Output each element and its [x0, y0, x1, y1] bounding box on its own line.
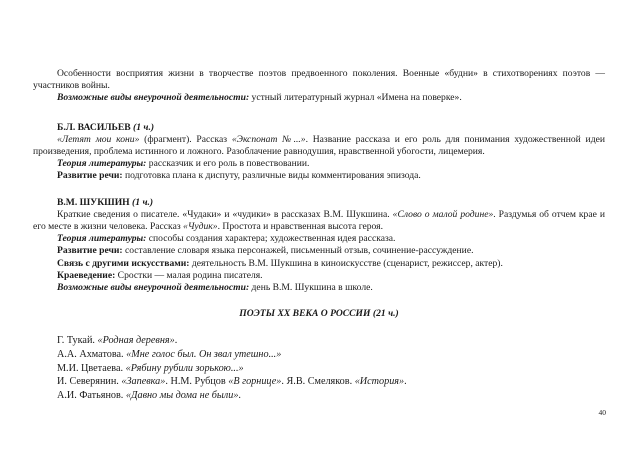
vasiliev-story-title: «Экспонат №...» [231, 133, 306, 145]
vasiliev-work-title: «Летят мои кони» [57, 133, 140, 145]
poem-title: «История» [354, 376, 405, 388]
punctuation: . [238, 389, 241, 401]
vasiliev-desc: . Название рассказа и его роль для понимания художественной идеи произведения, проблема истинного и ложного. Разоблачение равнодушия, нравственной убогости, лицемерия. [33, 133, 605, 158]
poet-line-akhmatova [33, 348, 605, 362]
intro-extra-label: Возможные виды внеурочной деятельности: [57, 92, 250, 104]
poet-line-severyanin [33, 375, 605, 389]
shukshin-speech-text: составление словаря языка персонажей, письменный отзыв, сочинение-рассуждение. [122, 245, 474, 257]
shukshin-theory-text: способы создания характера; художественная идея рассказа. [146, 233, 396, 245]
poet-name: . Н.М. Рубцов [165, 376, 229, 388]
poet-name: М.И. Цветаева. [57, 362, 126, 374]
poet-line-fatyanov [33, 389, 605, 403]
poem-title: «Давно мы дома не были» [125, 389, 239, 401]
shukshin-hours: (1 ч.) [129, 196, 154, 208]
intro-extra-text: устный литературный журнал «Имена на поверке». [249, 92, 462, 104]
poet-name: А.И. Фатьянов. [57, 389, 126, 401]
shukshin-title-2: «Чудик» [183, 221, 218, 233]
punctuation: . [404, 376, 407, 388]
punctuation: . [174, 335, 178, 347]
page-number: 40 [598, 408, 606, 417]
shukshin-speech [33, 245, 605, 257]
poet-name: Г. Тукай. [57, 335, 98, 347]
shukshin-arts [33, 258, 605, 270]
vasiliev-theory-label: Теория литературы: [57, 158, 147, 170]
intro-text: Особенности восприятия жизни в творчестве поэтов предвоенного поколения. Военные «будни» в стихотворениях поэтов — участников войны. [33, 68, 605, 92]
shukshin-extra-label: Возможные виды внеурочной деятельности: [57, 282, 250, 294]
poem-title: «Рябину рубили зорькою...» [125, 362, 244, 374]
shukshin-desc-2: . Раздумья об отчем крае и его месте в жизни человека. Рассказ [33, 208, 605, 233]
shukshin-local-text: Сростки — малая родина писателя. [115, 269, 263, 281]
vasiliev-heading [33, 122, 605, 134]
shukshin-arts-label: Связь с другими искусствами: [57, 257, 190, 269]
poem-title: «Запевка» [121, 376, 166, 388]
document-page [33, 68, 605, 402]
poet-name: А.А. Ахматова. [57, 349, 127, 361]
shukshin-theory [33, 233, 605, 245]
shukshin-desc-3: . Простота и нравственная высота героя. [217, 221, 383, 233]
poem-title: «Родная деревня» [97, 335, 175, 347]
poet-name: И. Северянин. [57, 376, 122, 388]
shukshin-local-label: Краеведение: [57, 269, 116, 281]
vasiliev-author: Б.Л. ВАСИЛЬЕВ [57, 121, 131, 133]
poem-title: «Мне голос был. Он звал утешно...» [126, 349, 282, 361]
vasiliev-speech [33, 170, 605, 182]
vasiliev-theory-text: рассказчик и его роль в повествовании. [146, 158, 310, 170]
vasiliev-description [33, 134, 605, 158]
poet-line-tukay [33, 334, 605, 348]
shukshin-description [33, 209, 605, 233]
poem-title: «В горнице» [228, 376, 282, 388]
shukshin-extra-text: день В.М. Шукшина в школе. [249, 282, 373, 294]
shukshin-theory-label: Теория литературы: [57, 233, 147, 245]
vasiliev-theory [33, 158, 605, 170]
shukshin-arts-text: деятельность В.М. Шукшина в киноискусстве (сценарист, режиссер, актер). [189, 257, 503, 269]
shukshin-extra [33, 282, 605, 294]
intro-paragraph [33, 68, 605, 92]
intro-extra-paragraph [33, 92, 605, 104]
shukshin-heading [33, 197, 605, 209]
vasiliev-speech-label: Развитие речи: [57, 170, 123, 182]
shukshin-title-1: «Слово о малой родине» [392, 208, 494, 220]
shukshin-local [33, 270, 605, 282]
poet-line-tsvetaeva [33, 362, 605, 376]
shukshin-speech-label: Развитие речи: [57, 245, 123, 257]
vasiliev-hours: (1 ч.) [130, 121, 155, 133]
vasiliev-work-rest: (фрагмент). Рассказ [139, 133, 232, 145]
vasiliev-speech-text: подготовка плана к диспуту, различные виды комментирования эпизода. [122, 170, 421, 182]
shukshin-desc-1: Краткие сведения о писателе. «Чудаки» и «чудики» в рассказах В.М. Шукшина. [57, 208, 393, 220]
section-title: ПОЭТЫ XX ВЕКА О РОССИИ (21 ч.) [239, 308, 399, 320]
poet-name: . Я.В. Смеляков. [281, 376, 355, 388]
shukshin-author: В.М. ШУКШИН [57, 196, 130, 208]
